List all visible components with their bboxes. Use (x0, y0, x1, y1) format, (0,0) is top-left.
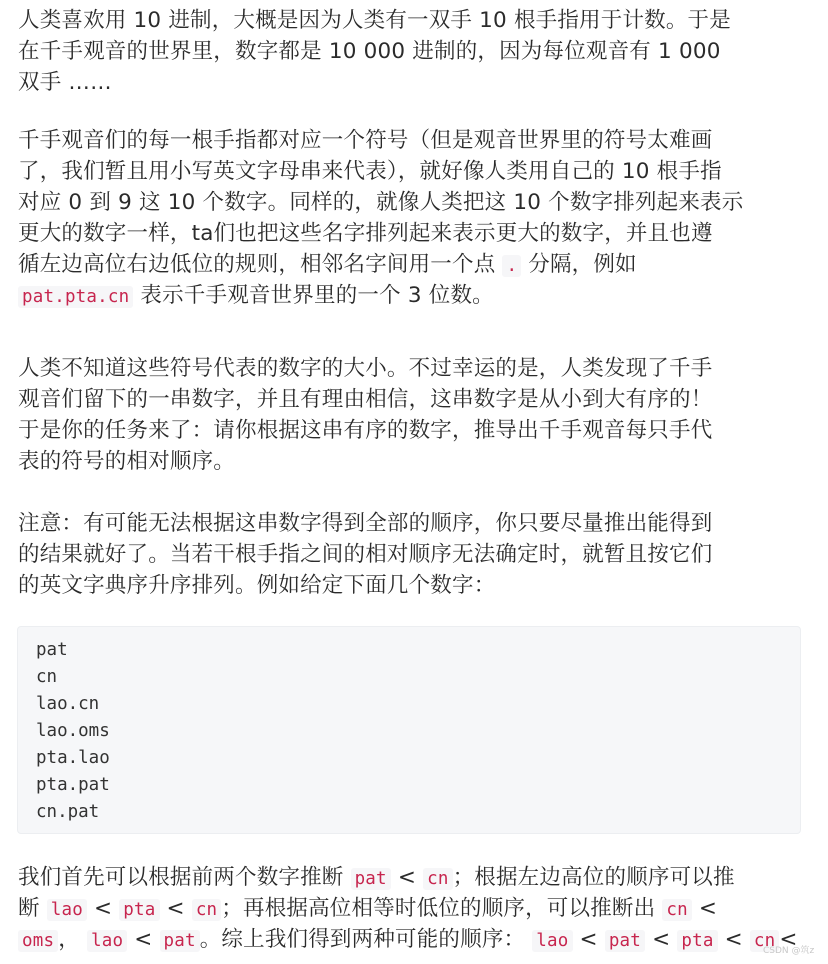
code-line: cn.pat (36, 802, 100, 822)
inline-code: pta (119, 899, 159, 921)
code-line: pta.lao (36, 748, 110, 768)
text-span: 循左边高位右边低位的规则，相邻名字间用一个点 (18, 252, 496, 277)
text-line (18, 280, 808, 311)
text-line (18, 924, 808, 955)
text-line (18, 249, 808, 280)
paragraph-intro (18, 5, 808, 98)
text-line: 观音们留下的一串数字，并且有理由相信，这串数字是从小到大有序的！ (18, 387, 713, 412)
less-than: < (698, 896, 718, 921)
code-line: pta.pat (36, 775, 110, 795)
text-line (18, 893, 808, 924)
less-than: < (779, 927, 798, 952)
less-than: < (134, 927, 153, 952)
inline-code: pat.pta.cn (18, 286, 133, 308)
text-span: 。综上我们得到两种可能的顺序： (199, 927, 526, 952)
text-span: ， (58, 927, 80, 952)
inline-code: lao (532, 930, 572, 952)
inline-code: pat (605, 930, 645, 952)
code-block (17, 626, 801, 834)
inline-code: oms (18, 930, 58, 952)
paragraph-task (18, 353, 808, 477)
text-line: 对应 0 到 9 这 10 个数字。同样的，就像人类把这 10 个数字排列起来表示 (18, 190, 744, 215)
text-span: ；根据左边高位的顺序可以推 (452, 865, 735, 890)
less-than: < (724, 927, 743, 952)
paragraph-note (18, 508, 808, 601)
text-line (18, 862, 808, 893)
text-line: 表的符号的相对顺序。 (18, 449, 236, 474)
text-span: 分隔，例如 (528, 252, 637, 277)
less-than: < (579, 927, 598, 952)
inline-code: pat (351, 868, 391, 890)
text-line: 的英文字典序升序排列。例如给定下面几个数字： (18, 573, 496, 598)
code-line: lao.cn (36, 694, 100, 714)
text-line: 千手观音们的每一根手指都对应一个符号（但是观音世界里的符号太难画 (18, 128, 713, 153)
code-line: lao.oms (36, 721, 110, 741)
inline-code: cn (750, 930, 779, 952)
text-line: 双手 …… (18, 70, 112, 95)
watermark: CSDN @筑z (763, 946, 815, 956)
text-line: 了，我们暂且用小写英文字母串来代表），就好像人类用自己的 10 根手指 (18, 159, 722, 184)
paragraph-symbols (18, 125, 808, 311)
inline-code: cn (423, 868, 452, 890)
inline-code: lao (47, 899, 87, 921)
text-line: 于是你的任务来了：请你根据这串有序的数字，推导出千手观音每只手代 (18, 418, 713, 443)
text-line: 人类喜欢用 10 进制，大概是因为人类有一双手 10 根手指用于计数。于是 (18, 8, 731, 33)
text-line: 更大的数字一样，ta们也把这些名字排列起来表示更大的数字，并且也遵 (18, 221, 713, 246)
text-line: 的结果就好了。当若干根手指之间的相对顺序无法确定时，就暂且按它们 (18, 542, 713, 567)
text-line: 在千手观音的世界里，数字都是 10 000 进制的，因为每位观音有 1 000 (18, 39, 721, 64)
inline-code: cn (192, 899, 221, 921)
paragraph-example (18, 862, 808, 955)
code-line: cn (36, 667, 58, 687)
text-span: ；再根据高位相等时低位的顺序，可以推断出 (221, 896, 656, 921)
less-than: < (166, 896, 185, 921)
text-span: 我们首先可以根据前两个数字推断 (18, 865, 344, 890)
less-than: < (94, 896, 113, 921)
text-span: 断 (18, 896, 40, 921)
less-than: < (397, 865, 417, 890)
text-span: 表示千手观音世界里的一个 3 位数。 (140, 283, 494, 308)
text-line: 注意：有可能无法根据这串数字得到全部的顺序，你只要尽量推出能得到 (18, 511, 713, 536)
code-line: pat (36, 640, 68, 660)
inline-code: pta (677, 930, 717, 952)
less-than: < (652, 927, 671, 952)
text-line: 人类不知道这些符号代表的数字的大小。不过幸运的是，人类发现了千手 (18, 356, 713, 381)
inline-code: . (502, 255, 521, 277)
inline-code: lao (87, 930, 127, 952)
inline-code: cn (662, 899, 691, 921)
inline-code: pat (160, 930, 200, 952)
